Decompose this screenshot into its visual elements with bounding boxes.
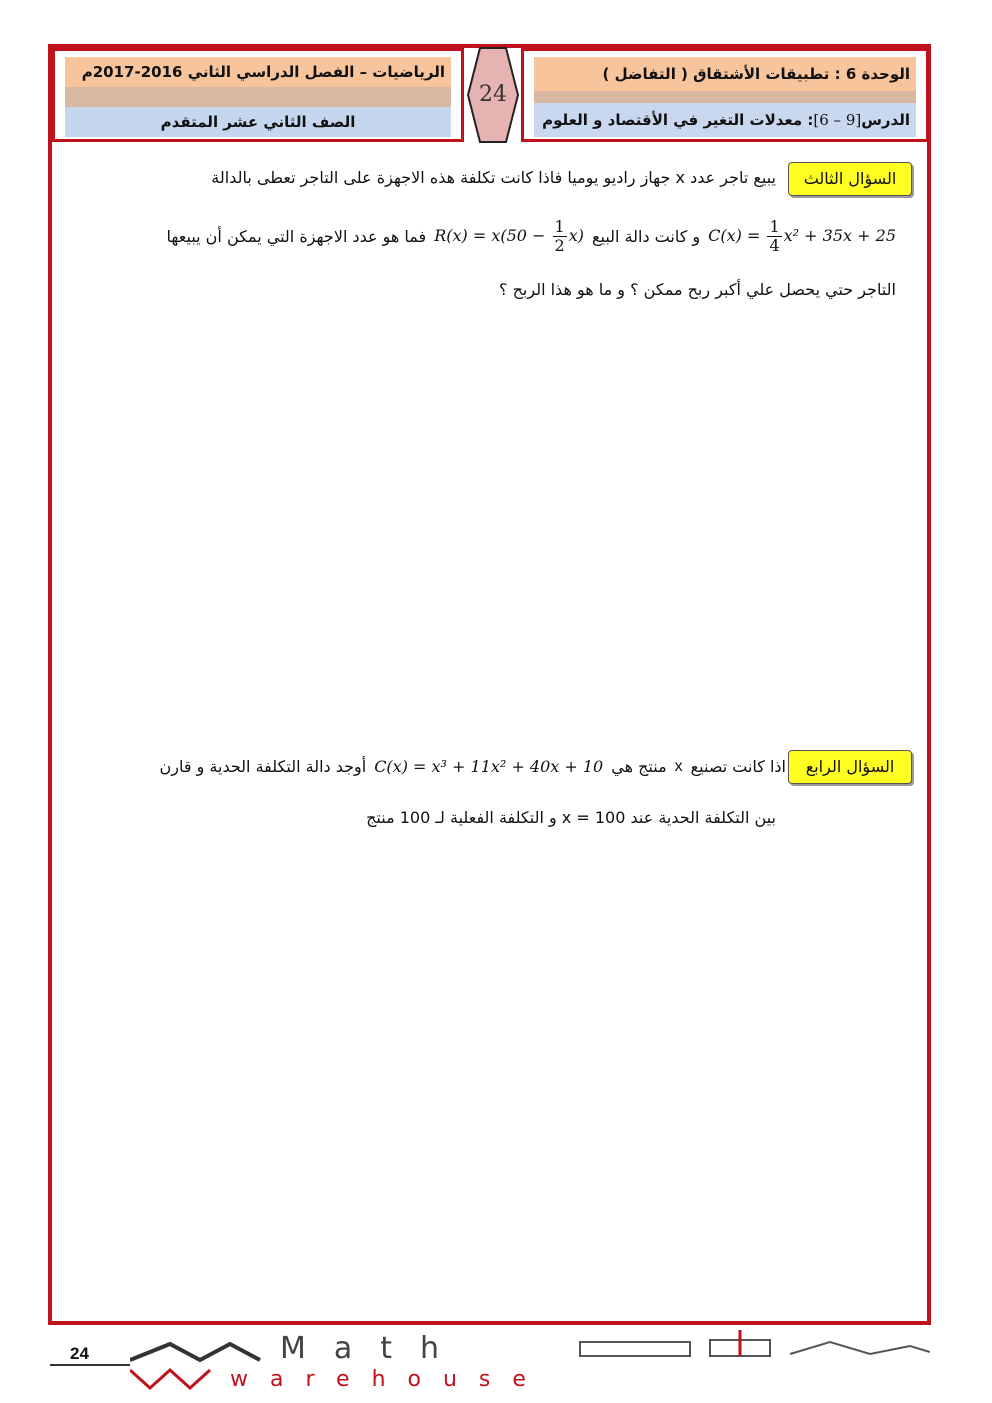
- cost-fraction-num: 1: [769, 217, 780, 236]
- revenue-function-lhs: R(x) = x(50 −: [434, 226, 551, 245]
- question-3-line-1: يبيع تاجر عدد x جهاز راديو يوميا فاذا كانت تكلفة هذه الاجهزة على التاجر تعطى بالدالة: [211, 168, 776, 187]
- header-right-box: [521, 48, 929, 142]
- header-subject-band: [65, 57, 451, 87]
- header-unit-band: [534, 57, 916, 91]
- question-4-text-b: منتج هي: [611, 757, 667, 776]
- math-warehouse-logo: [130, 1330, 930, 1390]
- question-3-label: السؤال الثالث: [788, 162, 912, 196]
- header-grade: الصف الثاني عشر المتقدم: [160, 113, 356, 131]
- header-lesson-title: : معدلات التغير في الأقتصاد و العلوم: [542, 111, 814, 129]
- revenue-fraction-den: 2: [554, 236, 565, 255]
- cost-function-rest: x² + 35x + 25: [783, 226, 896, 245]
- revenue-fraction: [553, 218, 567, 255]
- and-sale-text: و كانت دالة البيع: [591, 227, 701, 246]
- question-4-variable: x: [674, 757, 683, 775]
- question-4-cost-function: C(x) = x³ + 11x² + 40x + 10: [374, 757, 604, 776]
- cost-function-lhs: C(x) =: [708, 226, 766, 245]
- header-lesson-prefix: الدرس: [861, 111, 910, 129]
- question-3-line-2-end: فما هو عدد الاجهزة التي يمكن أن يبيعها: [166, 227, 427, 246]
- header-unit: الوحدة 6 : تطبيقات الأشتقاق ( التفاضل ): [602, 65, 910, 83]
- header-subject: الرياضيات – الفصل الدراسي الثاني 2016-2017م: [81, 63, 445, 81]
- header-lesson-band: [534, 103, 916, 137]
- revenue-function-rest: x): [568, 226, 584, 245]
- footer-page-number: 24: [70, 1344, 89, 1363]
- revenue-fraction-num: 1: [554, 217, 565, 236]
- question-3-line-3: التاجر حتي يحصل علي أكبر ربح ممكن ؟ و ما هو هذا الربح ؟: [499, 280, 896, 299]
- question-4-label: السؤال الرابع: [788, 750, 912, 784]
- question-4-text-c: أوجد دالة التكلفة الحدية و قارن: [159, 757, 367, 776]
- question-3-line-2: [167, 218, 896, 255]
- cost-function: [708, 218, 896, 255]
- footer-rule: [50, 1364, 130, 1366]
- question-4-text-a: اذا كانت تصنيع: [690, 757, 786, 776]
- header-divider-band: [65, 87, 451, 107]
- header-divider-band-right: [534, 91, 916, 103]
- header-left-box: [52, 48, 464, 142]
- page-badge-number: 24: [479, 82, 507, 107]
- revenue-function: [434, 218, 584, 255]
- header-lesson-code: [6 – 9]: [813, 111, 862, 129]
- logo-text-bottom: warehouse: [230, 1367, 548, 1390]
- cost-fraction: [767, 218, 781, 255]
- header-grade-band: [65, 107, 451, 137]
- logo-text-top: Math: [280, 1331, 468, 1366]
- cost-fraction-den: 4: [769, 236, 780, 255]
- question-4-line-2: بين التكلفة الحدية عند x = 100 و التكلفة الفعلية لـ 100 منتج: [366, 808, 776, 827]
- question-4-line-1: [160, 757, 786, 776]
